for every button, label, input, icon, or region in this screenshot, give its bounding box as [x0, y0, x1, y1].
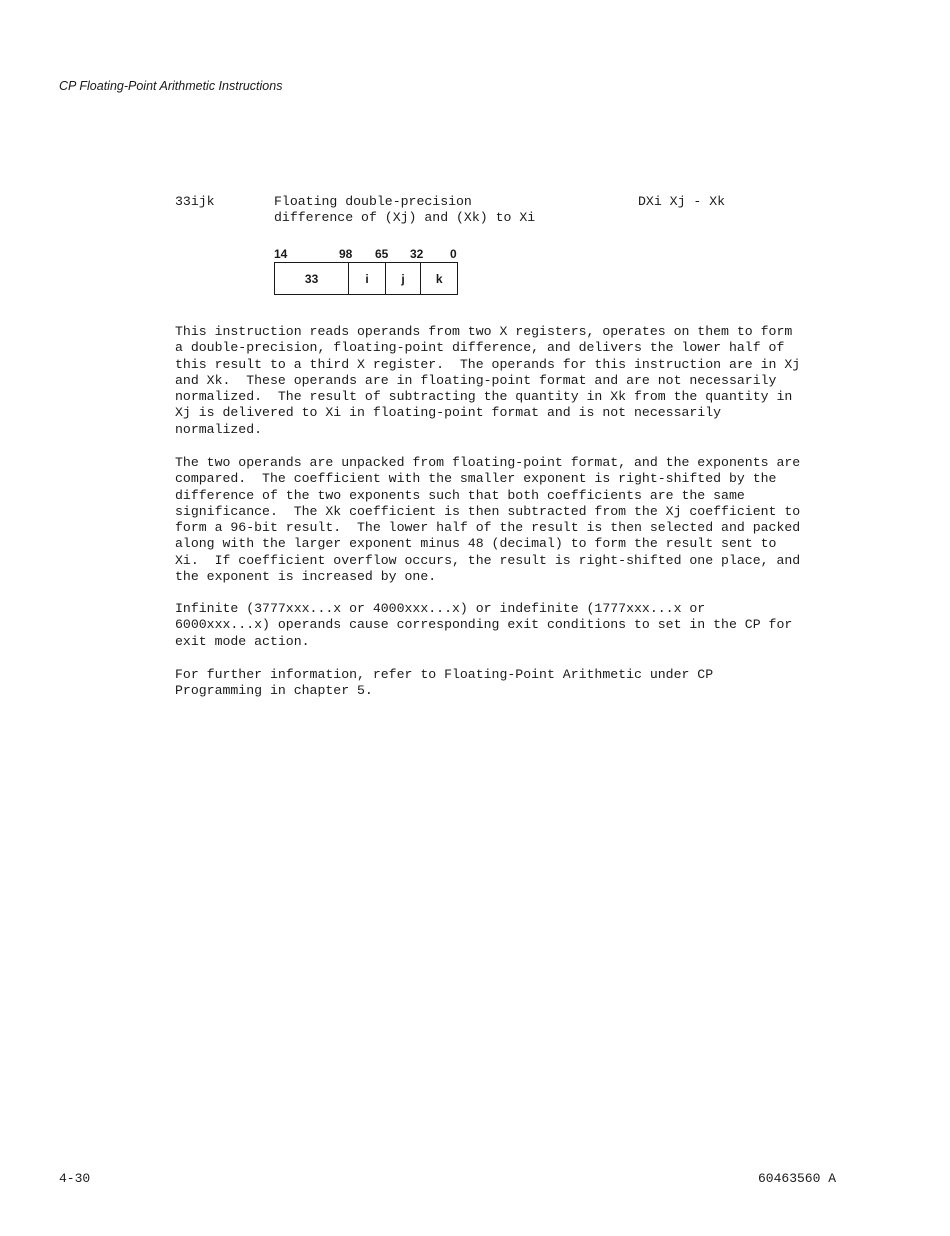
paragraph-line: 6000xxx...x) operands cause corresponding exit conditions to set in the CP for [175, 617, 793, 633]
format-field-k: k [435, 271, 443, 286]
paragraph-line: form a 96-bit result. The lower half of the result is then selected and packed [175, 520, 801, 536]
paragraph-line: difference of the two exponents such that both coefficients are the same [175, 487, 745, 503]
paragraph-line: Programming in chapter 5. [175, 683, 373, 699]
bit-label-14: 14 [274, 247, 288, 261]
description-line: Floating double-precision [274, 194, 472, 209]
bit-label-65: 65 [375, 247, 389, 261]
paragraph-line: this result to a third X register. The operands for this instruction are in Xj [175, 356, 801, 372]
paragraph-infinite-operands [175, 601, 792, 650]
paragraph-line: Xi. If coefficient overflow occurs, the result is right-shifted one place, and [175, 552, 801, 568]
paragraph-line: Infinite (3777xxx...x or 4000xxx...x) or indefinite (1777xxx...x or [175, 601, 706, 616]
paragraph-line: normalized. [175, 421, 263, 437]
page-number: 4-30 [59, 1171, 91, 1186]
paragraph-line: The two operands are unpacked from floating-point format, and the exponents are [175, 455, 801, 470]
bit-label-0: 0 [450, 247, 457, 261]
instruction-notation: DXi Xj - Xk [638, 194, 726, 209]
paragraph-line: normalized. The result of subtracting the quantity in Xk from the quantity in [175, 389, 793, 405]
bit-label-32: 32 [410, 247, 424, 261]
instruction-format-box [274, 262, 458, 295]
format-field-j: j [386, 263, 422, 294]
paragraph-line: and Xk. These operands are in floating-point format and are not necessarily [175, 372, 777, 388]
page-header-title: CP Floating-Point Arithmetic Instructions [59, 79, 283, 93]
paragraph-line: a double-precision, floating-point difference, and delivers the lower half of [175, 340, 785, 356]
format-field-opcode: 33 [275, 263, 349, 294]
paragraph-line: significance. The Xk coefficient is then subtracted from the Xj coefficient to [175, 503, 801, 519]
paragraph-further-info [175, 667, 713, 700]
description-line: difference of (Xj) and (Xk) to Xi [274, 210, 536, 225]
paragraph-operation [175, 324, 800, 438]
instruction-opcode: 33ijk [175, 194, 215, 209]
paragraph-line: This instruction reads operands from two X registers, operates on them to form [175, 324, 793, 339]
format-field-i: i [349, 263, 386, 294]
paragraph-unpacking [175, 455, 800, 585]
paragraph-line: along with the larger exponent minus 48 (decimal) to form the result sent to [175, 536, 777, 552]
instruction-description [274, 194, 535, 226]
paragraph-line: Xj is delivered to Xi in floating-point format and is not necessarily [175, 405, 722, 421]
paragraph-line: the exponent is increased by one. [175, 569, 437, 585]
document-number: 60463560 A [758, 1171, 837, 1186]
paragraph-line: exit mode action. [175, 633, 310, 649]
bit-label-98: 98 [339, 247, 353, 261]
paragraph-line: For further information, refer to Floating-Point Arithmetic under CP [175, 667, 714, 682]
paragraph-line: compared. The coefficient with the smaller exponent is right-shifted by the [175, 471, 777, 487]
